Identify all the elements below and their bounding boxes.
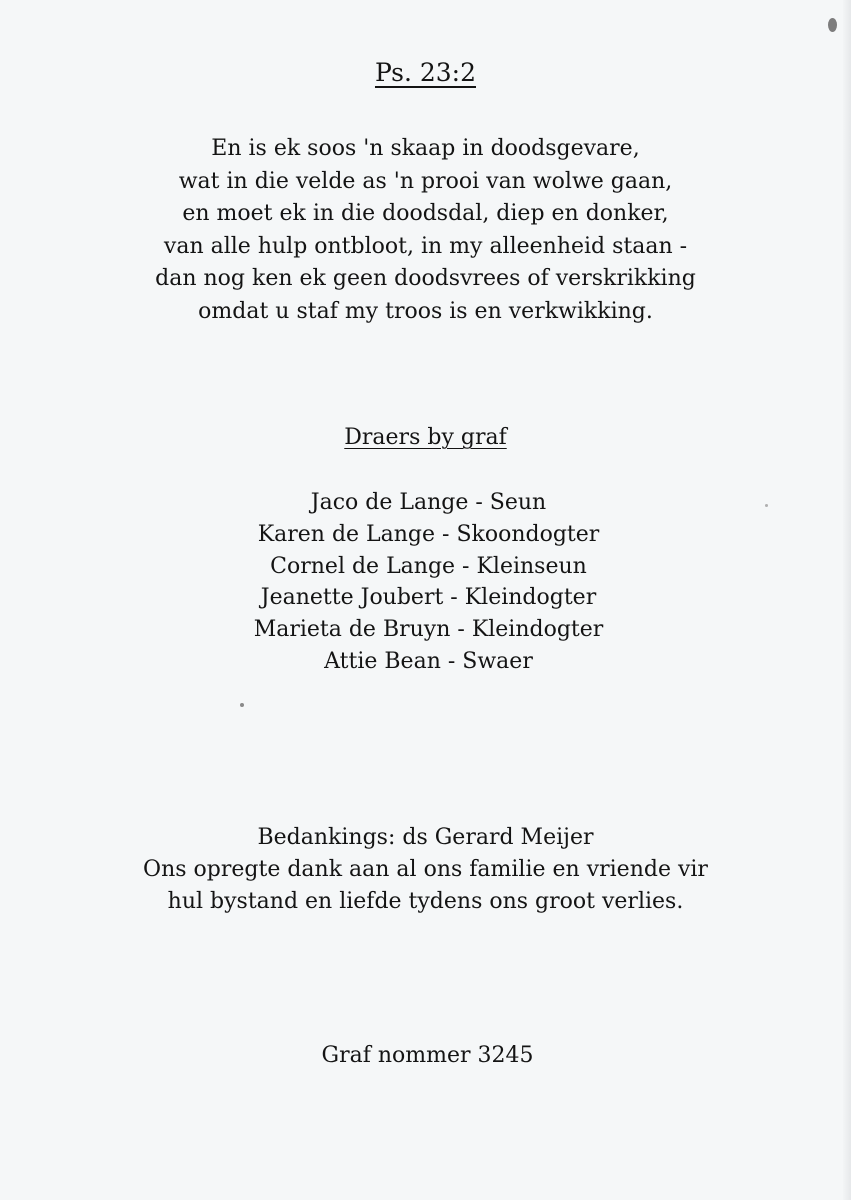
bearers-heading: Draers by graf xyxy=(344,425,507,450)
psalm-verse xyxy=(0,133,851,328)
scan-speck xyxy=(240,703,244,707)
scan-speck xyxy=(828,18,837,32)
bearer-item: Karen de Lange - Skoondogter xyxy=(257,521,600,547)
bearer-item: Jeanette Joubert - Kleindogter xyxy=(260,585,597,611)
thanks-line: hul bystand en liefde tydens ons groot verlies. xyxy=(167,889,684,914)
verse-line: wat in die velde as 'n prooi van wolwe gaan, xyxy=(178,168,673,194)
psalm-title: Ps. 23:2 xyxy=(374,58,476,87)
bearers-list xyxy=(0,487,851,678)
bearer-item: Marieta de Bruyn - Kleindogter xyxy=(253,617,604,643)
verse-line: En is ek soos 'n skaap in doodsgevare, xyxy=(211,136,640,161)
verse-line: en moet ek in die doodsdal, diep en donker, xyxy=(182,201,669,226)
verse-line: dan nog ken ek geen doodsvrees of verskrikking xyxy=(155,266,696,291)
bearer-item: Cornel de Lange - Kleinseun xyxy=(270,553,587,579)
verse-line: omdat u staf my troos is en verkwikking. xyxy=(198,298,653,324)
thanks-line: Bedankings: ds Gerard Meijer xyxy=(257,825,594,850)
grave-number: Graf nommer 3245 xyxy=(321,1043,534,1068)
bearer-item: Attie Bean - Swaer xyxy=(324,648,533,674)
bearer-item: Jaco de Lange - Seun xyxy=(310,490,547,515)
thanks-section xyxy=(0,822,851,918)
thanks-line: Ons opregte dank aan al ons familie en vriende vir xyxy=(143,857,708,882)
verse-line: van alle hulp ontbloot, in my alleenheid staan - xyxy=(163,233,688,259)
